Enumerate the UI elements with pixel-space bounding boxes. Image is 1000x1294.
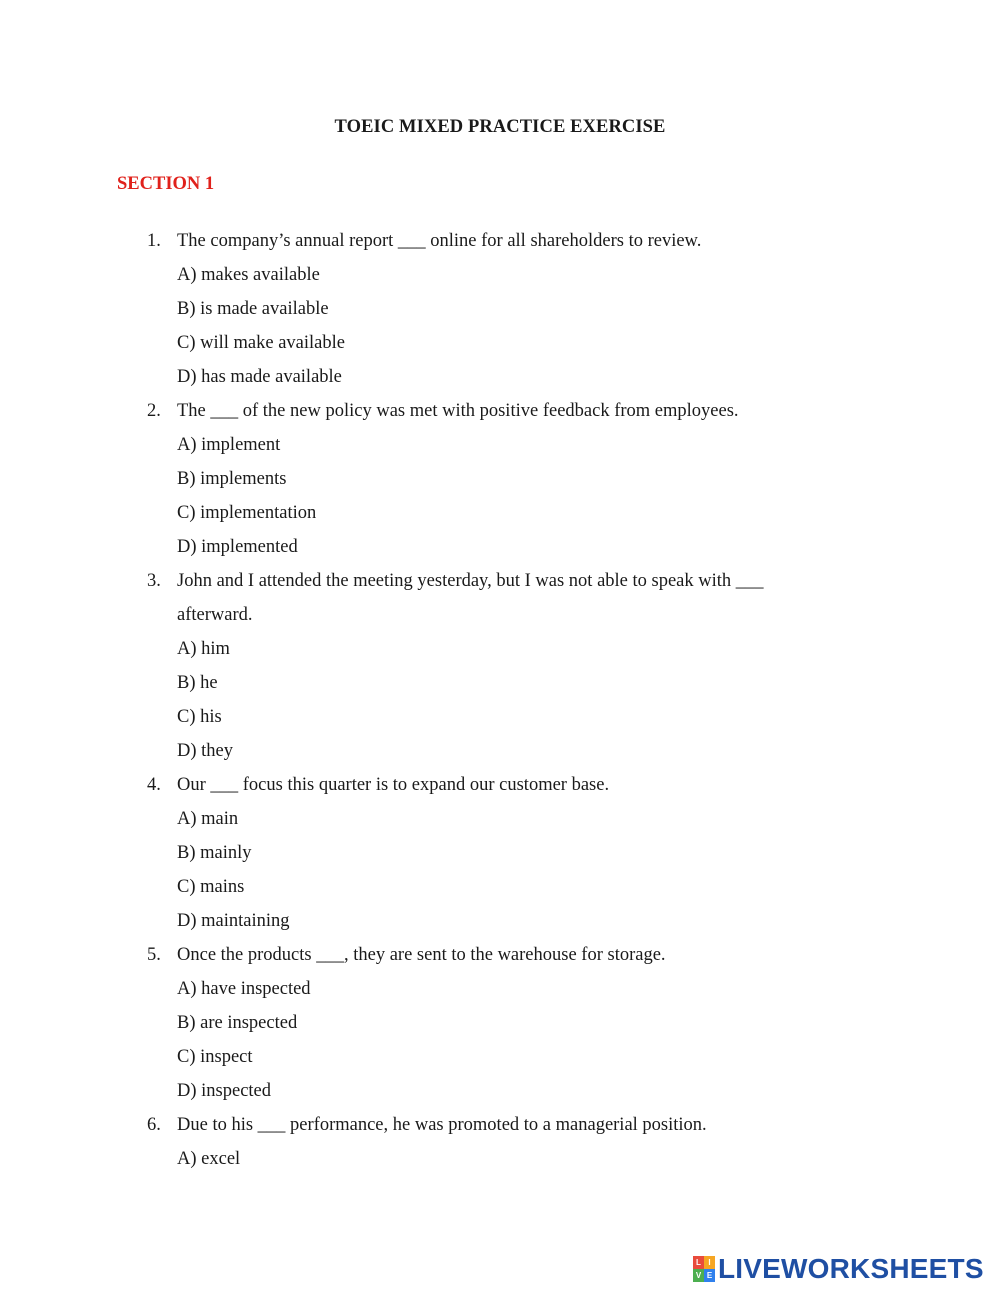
question-number: 5.: [147, 945, 161, 965]
liveworksheets-logo: [693, 1253, 984, 1285]
answer-option: A) implement: [177, 435, 281, 455]
answer-option: B) implements: [177, 469, 287, 489]
section-heading: SECTION 1: [117, 174, 215, 194]
answer-option: A) have inspected: [177, 979, 311, 999]
question-number: 4.: [147, 775, 161, 795]
answer-option: B) are inspected: [177, 1013, 298, 1033]
logo-mark-tile: L: [693, 1256, 704, 1269]
question-number: 2.: [147, 401, 161, 421]
answer-option: D) implemented: [177, 537, 298, 557]
logo-mark-tile: E: [704, 1269, 715, 1282]
answer-option: C) his: [177, 707, 222, 727]
logo-mark-icon: [693, 1256, 715, 1282]
answer-option: C) will make available: [177, 333, 345, 353]
answer-option: B) is made available: [177, 299, 329, 319]
logo-mark-tile: V: [693, 1269, 704, 1282]
answer-option: A) makes available: [177, 265, 320, 285]
question-number: 1.: [147, 231, 161, 251]
logo-text: LIVEWORKSHEETS: [718, 1253, 984, 1284]
question-text: Once the products ___, they are sent to the warehouse for storage.: [177, 945, 666, 965]
question-text: John and I attended the meeting yesterday, but I was not able to speak with ___: [177, 571, 764, 591]
answer-option: A) excel: [177, 1149, 241, 1169]
answer-option: A) him: [177, 639, 230, 659]
question-text: Our ___ focus this quarter is to expand our customer base.: [177, 775, 610, 795]
document-title: TOEIC MIXED PRACTICE EXERCISE: [334, 117, 666, 137]
question-text: afterward.: [177, 605, 253, 625]
question-number: 6.: [147, 1115, 161, 1135]
answer-option: C) inspect: [177, 1047, 253, 1067]
answer-option: C) mains: [177, 877, 245, 897]
answer-option: A) main: [177, 809, 239, 829]
answer-option: B) mainly: [177, 843, 252, 863]
answer-option: D) maintaining: [177, 911, 290, 931]
answer-option: D) inspected: [177, 1081, 272, 1101]
question-text: The company’s annual report ___ online for all shareholders to review.: [177, 231, 702, 251]
logo-mark-tile: I: [704, 1256, 715, 1269]
question-text: Due to his ___ performance, he was promoted to a managerial position.: [177, 1115, 707, 1135]
answer-option: D) they: [177, 741, 233, 761]
answer-option: C) implementation: [177, 503, 317, 523]
question-number: 3.: [147, 571, 161, 591]
answer-option: D) has made available: [177, 367, 342, 387]
answer-option: B) he: [177, 673, 218, 693]
question-text: The ___ of the new policy was met with positive feedback from employees.: [177, 401, 739, 421]
